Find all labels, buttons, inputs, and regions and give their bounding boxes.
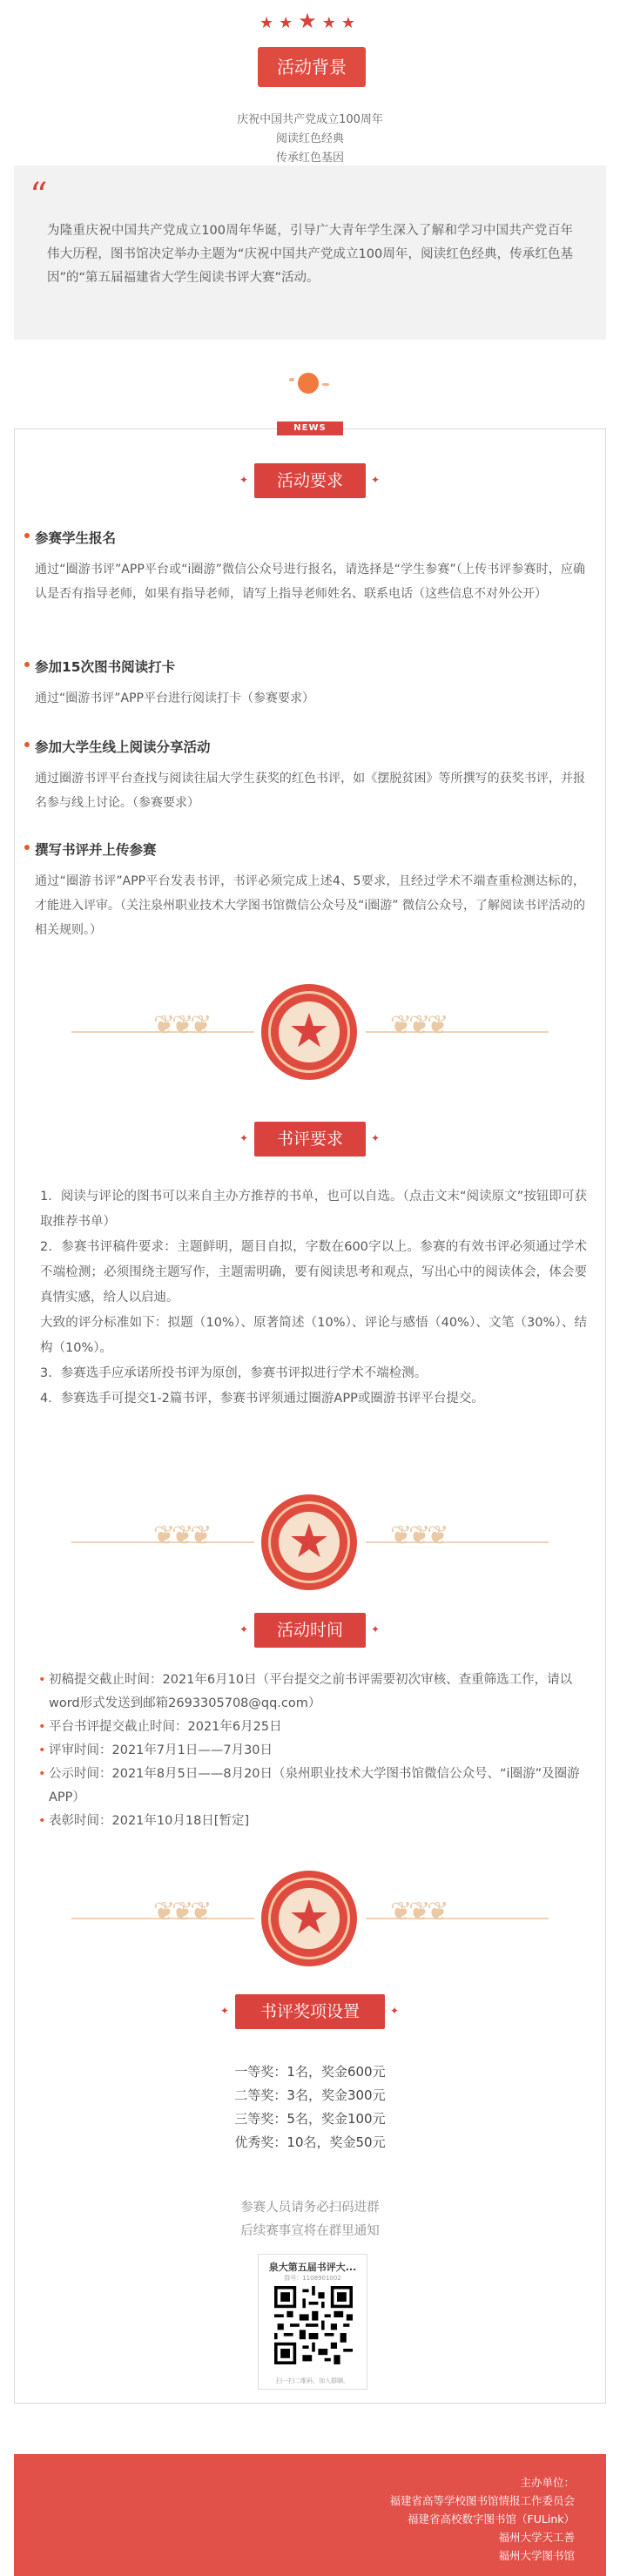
req-item-4-head: 撰写书评并上传参赛 (35, 840, 157, 859)
qr-code-icon[interactable] (274, 2286, 353, 2364)
orb-decoration-icon (298, 373, 319, 394)
wheat-icon: ❦❦❦ (390, 1521, 446, 1551)
award-row: 二等奖：3名，奖金300元 (234, 2087, 386, 2103)
news-tag: NEWS (277, 421, 343, 435)
schedule-row: • 表彰时间：2021年10月18日[暂定] (49, 1810, 589, 1833)
organizer-item: 福建省高等学校图书馆情报工作委员会 (389, 2494, 575, 2507)
header-stars: ★★★★★ (259, 9, 361, 33)
footer-banner (14, 2454, 606, 2576)
star-icon: ✦ (239, 1623, 249, 1635)
join-note-2: 后续赛事宣将在群里通知 (240, 2224, 380, 2238)
schedule-row: • 公示时间：2021年8月5日——8月20日（泉州职业技术大学图书馆微信公众号、“i圈游”及圈游APP） (49, 1763, 589, 1810)
qr-footer-text: 扫一扫二维码，加入群聊。 (276, 2377, 349, 2384)
organizer-item: 福州大学天工善 (498, 2531, 575, 2544)
req-item-3-head: 参加大学生线上阅读分享活动 (35, 737, 211, 756)
intro-text: 为隆重庆祝中国共产党成立100周年华诞，引导广大青年学生深入了解和学习中国共产党百年伟大历程，图书馆决定举办主题为“庆祝中国共产党成立100周年，阅读红色经典，传承红色基因”的“第五届福建省大学生阅读书评大赛”活动。 (47, 224, 573, 285)
star-icon: ✦ (239, 1132, 249, 1144)
wheat-icon: ❦❦❦ (153, 1521, 209, 1551)
quote-icon: “ (30, 176, 48, 216)
qr-subtitle: 群号：1108901002 (284, 2275, 341, 2282)
star-icon: ✦ (239, 474, 249, 486)
req-item-1-body: 通过“圈游书评”APP平台或“i圈游”微信公众号进行报名，请选择是“学生参赛”（上传书评参赛时，应确认是否有指导老师，如果有指导老师，请写上指导老师姓名、联系电话（这些信息不对外公开） (35, 563, 585, 601)
emblem-divider-2 (0, 1494, 620, 1590)
star-emblem-icon: ★ (261, 1871, 357, 1966)
schedule-row: • 评审时间：2021年7月1日——7月30日 (49, 1739, 589, 1763)
wheat-icon: ❦❦❦ (153, 1010, 209, 1041)
subtitle-2: 阅读红色经典 (275, 132, 344, 145)
section-title-requirements-label: 活动要求 (276, 471, 343, 490)
star-icon: ✦ (371, 1132, 381, 1144)
award-row: 优秀奖：10名，奖金50元 (234, 2134, 386, 2150)
schedule-row: • 初稿提交截止时间：2021年6月10日（平台提交之前书评需要初次审核、查重筛选工作，请以word形式发送到邮箱2693305708@qq.com） (49, 1669, 589, 1716)
section-title-awards-label: 书评奖项设置 (259, 2002, 360, 2021)
req-item-1-head: 参赛学生报名 (35, 528, 116, 547)
organizer-list (389, 2473, 575, 2565)
star-emblem-icon: ★ (261, 984, 357, 1080)
wheat-icon: ❦❦❦ (390, 1010, 446, 1041)
req-item-2-head: 参加15次图书阅读打卡 (35, 657, 175, 676)
join-note-1: 参赛人员请务必扫码进群 (240, 2201, 380, 2215)
section-title-review-label: 书评要求 (276, 1130, 343, 1149)
section-title-schedule-label: 活动时间 (276, 1621, 343, 1640)
emblem-divider-3 (0, 1871, 620, 1966)
wheat-icon: ❦❦❦ (390, 1897, 446, 1927)
req-item-2-body: 通过“圈游书评”APP平台进行阅读打卡（参赛要求） (35, 691, 314, 705)
section-title-background: 活动背景 (258, 47, 366, 87)
organizer-label: 主办单位： (520, 2476, 575, 2489)
wheat-icon: ❦❦❦ (153, 1897, 209, 1927)
subtitle-3: 传承红色基因 (275, 152, 344, 165)
organizer-item: 福建省高校数字图书馆（FULink） (408, 2512, 575, 2525)
qr-card[interactable] (258, 2254, 367, 2390)
subtitle-1: 庆祝中国共产党成立100周年 (237, 113, 383, 126)
organizer-item: 福州大学图书馆 (498, 2549, 575, 2562)
intro-box (14, 165, 606, 340)
award-row: 三等奖：5名，奖金100元 (234, 2111, 386, 2127)
schedule-list (49, 1669, 589, 1833)
emblem-divider-1 (0, 984, 620, 1080)
star-icon: ✦ (371, 1623, 381, 1635)
req-item-3-body: 通过圈游书评平台查找与阅读往届大学生获奖的红色书评，如《摆脱贫困》等所撰写的获奖书评，并报名参与线上讨论。（参赛要求） (35, 772, 585, 810)
section-title-awards (235, 1994, 385, 2029)
review-text: 1．阅读与评论的图书可以来自主办方推荐的书单，也可以自选。（点击文末“阅读原文”按钮即可获取推荐书单） 2．参赛书评稿件要求：主题鲜明，题目自拟，字数在600字以上。参赛的有效书评必须通过学术不端检测；必须围绕主题写作，主题需明确，要有阅读思考和观点，写出心中的阅读体会，体会要真情实感，给人以启迪。 大致的评分标准如下：拟题（10%）、原著简述（10%）、评论与感悟（40%）、文笔（30%）、结构（10%）。 3．参赛选手应承诺所投书评为原创，参赛书评拟进行学术不端检测。 4．参赛选手可提交1-2篇书评，参赛书评须通过圈游APP或圈游书评平台提交。 (40, 1190, 587, 1406)
section-title-requirements (254, 463, 366, 498)
qr-title: 泉大第五届书评大... (268, 2262, 357, 2273)
award-row: 一等奖：1名，奖金600元 (234, 2064, 386, 2080)
star-icon: ✦ (371, 474, 381, 486)
star-icon: ✦ (220, 2005, 230, 2017)
star-icon: ✦ (390, 2005, 400, 2017)
section-title-schedule (254, 1613, 366, 1648)
star-emblem-icon: ★ (261, 1494, 357, 1590)
req-item-4-body: 通过“圈游书评”APP平台发表书评，书评必须完成上述4、5要求，且经过学术不端查重检测达标的，才能进入评审。（关注泉州职业技术大学图书馆微信公众号及“i圈游” 微信公众号，了解阅读书评活动的相关规则。） (35, 874, 585, 937)
section-title-review (254, 1122, 366, 1157)
schedule-row: • 平台书评提交截止时间：2021年6月25日 (49, 1716, 589, 1739)
